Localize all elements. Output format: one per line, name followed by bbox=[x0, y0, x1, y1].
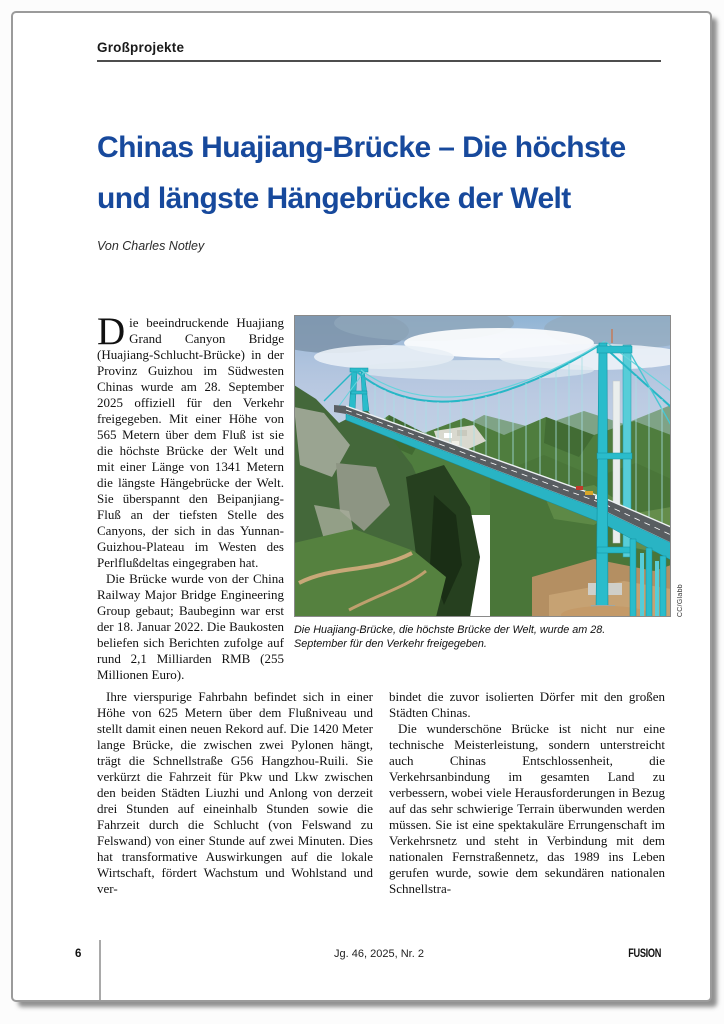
article-figure bbox=[294, 315, 684, 683]
continuation-paragraph: bindet die zuvor isolierten Dörfer mit den großen Städten Chinas. bbox=[389, 689, 665, 720]
photo-caption: Die Huajiang-Brücke, die höchste Brücke der Welt, wurde am 28. September für den Verkehr freigegeben. bbox=[294, 624, 606, 650]
photo-credit: CC/Glabb bbox=[677, 583, 684, 617]
intro-text: ie beeindruckende Huajiang Grand Canyon Bridge (Huajiang-Schlucht-Brücke) in der Provinz Guizhou im Südwesten Chinas wurde am 28. September 2025 offiziell für den Verkehr freigegeben. Mit einer Höhe von 565 Metern über dem Fluß ist sie die höchste Brücke der Welt und mit einer Länge von 1341 Metern die längste Hängebrücke der Welt. Sie überspannt den Beipanjiang-Fluß an der tiefsten Stelle des Canyons, der sich in das Yunnan-Guizhou-Plateau im Westen des Perlflußdeltas eingegraben hat. bbox=[97, 315, 284, 570]
magazine-name: FUSION bbox=[628, 948, 661, 960]
photo-wrap bbox=[294, 315, 684, 617]
bridge-photo bbox=[294, 315, 671, 617]
title-line-1: Chinas Huajiang-Brücke – Die höchste bbox=[97, 131, 626, 164]
byline: Von Charles Notley bbox=[97, 239, 205, 253]
lower-right-column bbox=[389, 689, 665, 897]
lower-left-column bbox=[97, 689, 373, 897]
construction-paragraph: Die Brücke wurde von der China Railway Major Bridge Engineering Group gebaut; Baubeginn war erst der 18. Januar 2022. Die Baukosten beliefen sich Berichten zufolge auf rund 2,1 Milliarden RMB (255 Millionen Euro). bbox=[97, 571, 284, 682]
roadway-paragraph: Ihre vierspurige Fahrbahn befindet sich in einer Höhe von 625 Metern über dem Flußniveau und stellt damit einen neuen Rekord auf. Die 1420 Meter lange Brücke, die zwischen zwei Pylonen hängt, trägt die Schnellstraße G56 Hangzhou-Ruili. Sie verkürzt die Fahrzeit für Pkw und Lkw zwischen den beiden Städten Liuzhi und Anlong von derzeit drei Stunden auf eineinhalb Stunden sowie die Fahrzeit durch die Schlucht (von Felswand zu Felswand) von einer Stunde auf zwei Minuten. Dies hat transformative Auswirkungen auf die lokale Wirtschaft, fördert Wachstum und Wohlstand und ver- bbox=[97, 689, 373, 896]
issue-info: Jg. 46, 2025, Nr. 2 bbox=[334, 948, 424, 960]
page-number: 6 bbox=[75, 948, 82, 960]
significance-paragraph: Die wunderschöne Brücke ist nicht nur eine technische Meisterleistung, sondern unterstreicht auch Chinas Entschlossenheit, die Verkehrsanbindung im gesamten Land zu verbessern, wobei viele Herausforderungen in Bezug auf das sehr schwierige Terrain überwunden werden müssen. Sie ist eine spektakuläre Errungenschaft im Verkehrsnetz und steht in Verbindung mit dem nationalen Fernstraßennetz, das 1989 ins Leben gerufen wurde, sowie dem sekundären nationalen Schnellstra- bbox=[389, 721, 665, 896]
article-title bbox=[97, 122, 661, 224]
intro-column bbox=[97, 310, 284, 683]
drop-cap: D bbox=[97, 310, 126, 353]
magazine-page bbox=[11, 11, 712, 1002]
title-line-2: und längste Hängebrücke der Welt bbox=[97, 182, 571, 215]
intro-section bbox=[97, 310, 684, 683]
kicker-rule bbox=[97, 60, 661, 62]
section-kicker: Großprojekte bbox=[97, 40, 185, 55]
lower-section bbox=[97, 689, 665, 897]
intro-paragraph bbox=[97, 310, 284, 571]
